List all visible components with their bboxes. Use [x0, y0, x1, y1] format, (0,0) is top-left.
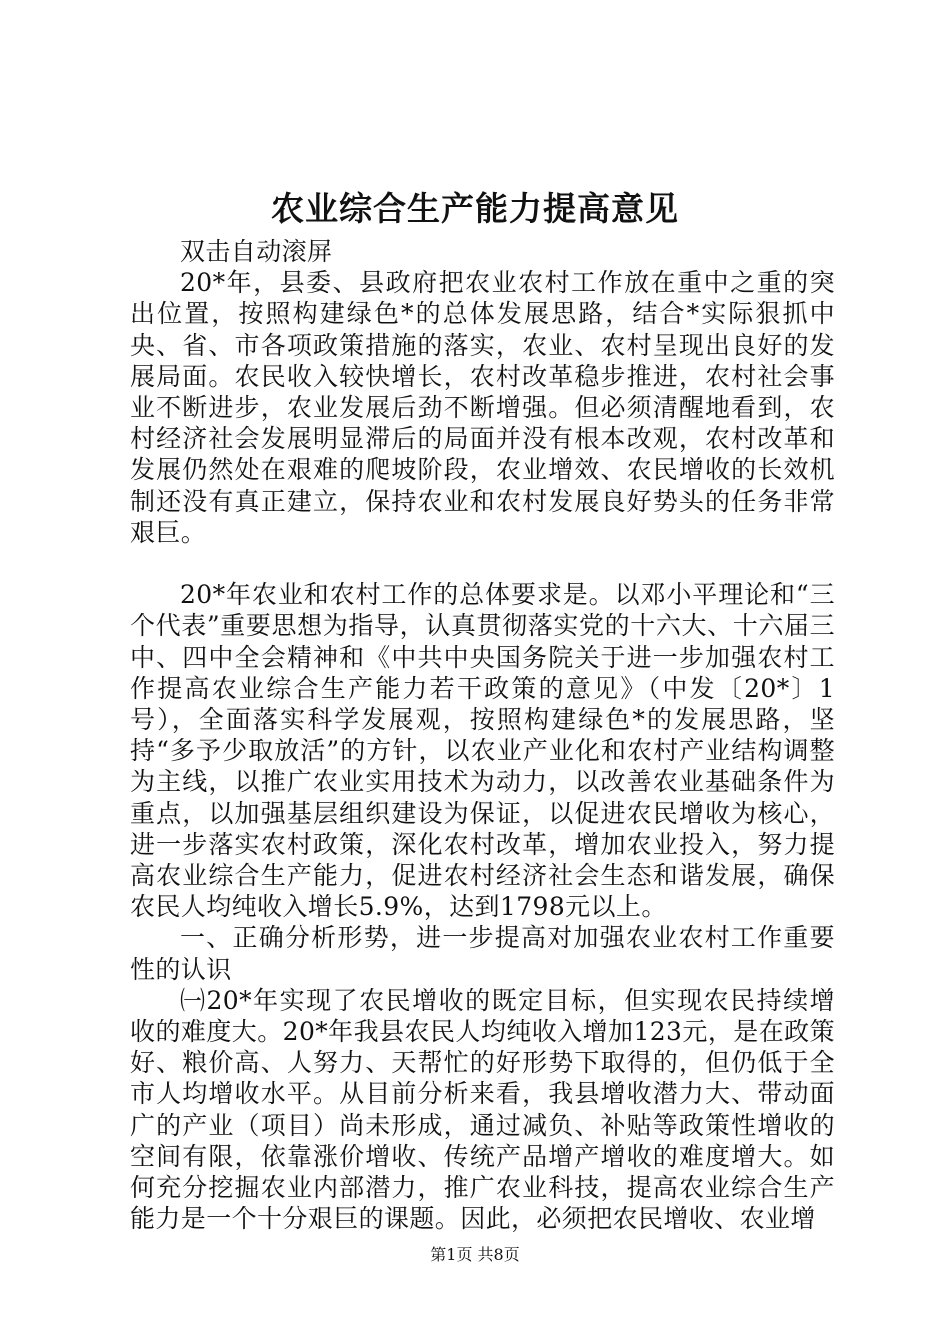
page-footer: 第1页 共8页: [430, 1245, 520, 1264]
scroll-hint-text: 双击自动滚屏: [180, 237, 333, 266]
paragraph-intro: 20*年，县委、县政府把农业农村工作放在重中之重的突出位置，按照构建绿色*的总体发展思路，结合*实际狠抓中央、省、市各项政策措施的落实，农业、农村呈现出良好的发展局面。农民收入较快增长，农村改革稳步推进，农村社会事业不断进步，农业发展后劲不断增强。但必须清醒地看到，农村经济社会发展明显滞后的局面并没有根本改观，农村改革和发展仍然处在艰难的爬坡阶段，农业增效、农民增收的长效机制还没有真正建立，保持农业和农村发展良好势头的任务非常艰巨。: [130, 268, 835, 547]
document-title: 农业综合生产能力提高意见: [271, 189, 679, 228]
paragraph-section-1-item-1: ㈠20*年实现了农民增收的既定目标，但实现农民持续增收的难度大。20*年我县农民人均纯收入增加123元，是在政策好、粮价高、人努力、天帮忙的好形势下取得的，但仍低于全市人均增收水平。从目前分析来看，我县增收潜力大、带动面广的产业（项目）尚未形成，通过减负、补贴等政策性增收的空间有限，依靠涨价增收、传统产品增产增收的难度增大。如何充分挖掘农业内部潜力，推广农业科技，提高农业综合生产能力是一个十分艰巨的课题。因此，必须把农民增收、农业增: [130, 985, 835, 1234]
paragraph-requirements: 20*年农业和农村工作的总体要求是。以邓小平理论和“三个代表”重要思想为指导，认真贯彻落实党的十六大、十六届三中、四中全会精神和《中共中央国务院关于进一步加强农村工作提高农业综合生产能力若干政策的意见》（中发〔20*〕1号），全面落实科学发展观，按照构建绿色*的发展思路，坚持“多予少取放活”的方针，以农业产业化和农村产业结构调整为主线，以推广农业实用技术为动力，以改善农业基础条件为重点，以加强基层组织建设为保证，以促进农民增收为核心，进一步落实农村政策，深化农村改革，增加农业投入，努力提高农业综合生产能力，促进农村经济社会生态和谐发展，确保农民人均纯收入增长5.9%，达到1798元以上。: [130, 580, 835, 922]
document-body: [130, 236, 835, 1234]
section-heading-1: 一、正确分析形势，进一步提高对加强农业农村工作重要性的认识: [130, 923, 835, 984]
